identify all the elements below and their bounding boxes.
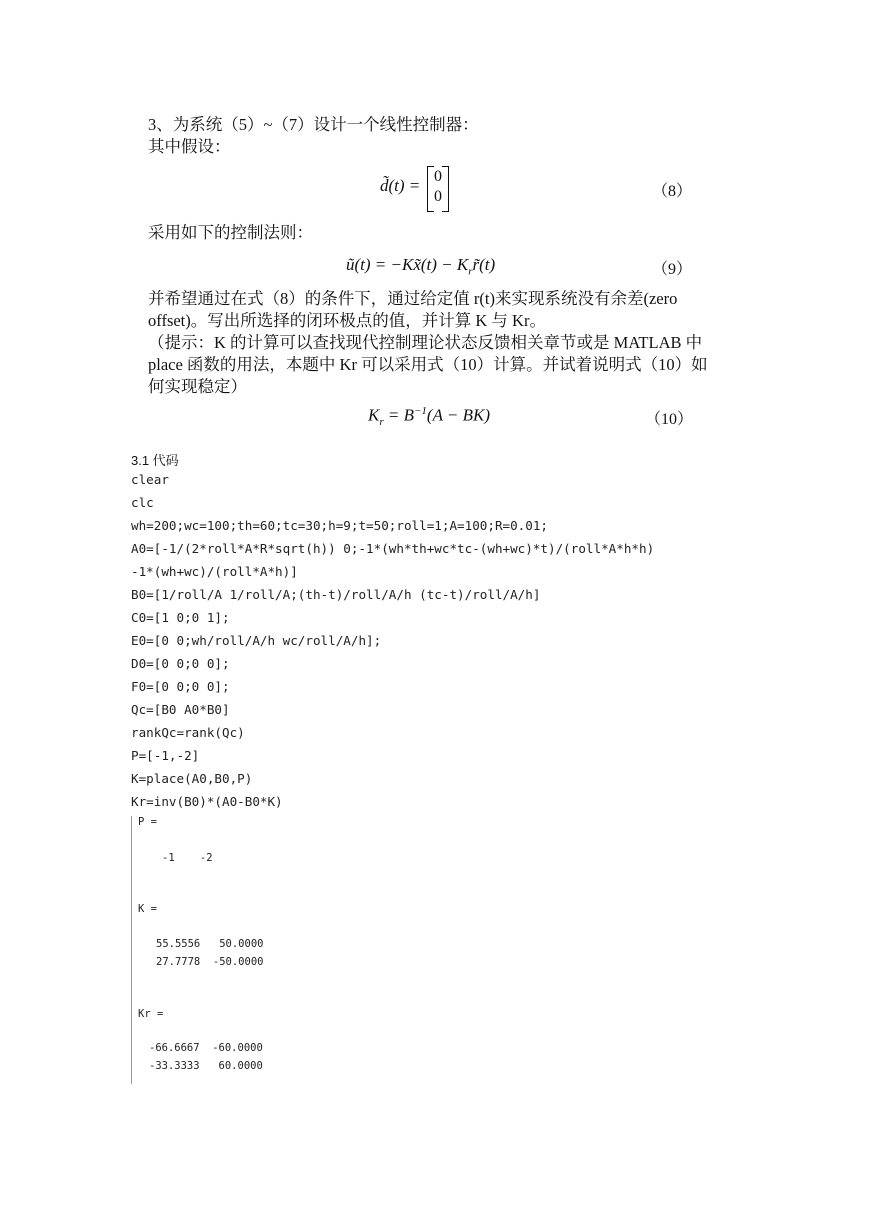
code-line: D0=[0 0;0 0]; [131,656,230,671]
equation-10-sub: r [379,416,384,429]
hint-line: 何实现稳定） [148,377,247,396]
code-line: B0=[1/roll/A 1/roll/A;(th-t)/roll/A/h (tc-t)/roll/A/h] [131,587,541,602]
equation-10-lhs: K [368,405,380,425]
code-line: A0=[-1/(2*roll*A*R*sqrt(h)) 0;-1*(wh*th+wc*tc-(wh+wc)*t)/(roll*A*h*h) [131,541,655,556]
code-line: -1*(wh+wc)/(roll*A*h)] [131,564,298,579]
hint-line: （提示：K 的计算可以查找现代控制理论状态反馈相关章节或是 MATLAB 中 [148,333,703,352]
output-k-row: 27.7778 -50.0000 [156,956,264,968]
assumption-label: 其中假设： [148,137,231,156]
output-kr-label: Kr = [138,1008,164,1020]
equation-10-sup: −1 [413,405,427,417]
matlab-output-panel [131,816,432,1084]
equation-8-matrix [427,166,449,210]
code-line: F0=[0 0;0 0]; [131,679,230,694]
section-title: 3.1 代码 [131,453,179,468]
equation-10-tail: (A − BK) [426,405,491,425]
code-line: clc [131,495,154,510]
code-line: clear [131,472,169,487]
code-line: Qc=[B0 A0*B0] [131,702,230,717]
equation-8 [380,176,420,196]
equation-9-tail: r̃(t) [472,255,496,274]
hint-line: place 函数的用法，本题中 Kr 可以采用式（10）计算。并试着说明式（10）如 [148,355,708,374]
code-line: K=place(A0,B0,P) [131,771,253,786]
equation-9-main: ũ(t) = −Kx̃(t) − K [346,255,469,274]
equation-10-number: （10） [645,411,694,428]
control-law-intro: 采用如下的控制法则： [148,223,313,242]
code-line: Kr=inv(B0)*(A0-B0*K) [131,794,283,809]
equation-8-lhs: d̃(t) = [380,176,421,195]
equation-10 [368,405,490,428]
matrix-cell: 0 [434,168,442,185]
matrix-cell: 0 [434,188,442,205]
equation-9-number: （9） [652,261,693,278]
output-p-row: -1 -2 [162,852,213,864]
paragraph-line: offset)。写出所选择的闭环极点的值，并计算 K 与 Kr。 [148,311,546,330]
equation-9-sub: r [468,265,473,278]
output-k-row: 55.5556 50.0000 [156,938,264,950]
equation-10-mid: = B [383,405,414,425]
code-line: P=[-1,-2] [131,748,200,763]
problem-title: 3、为系统（5）~（7）设计一个线性控制器： [148,115,479,134]
output-kr-row: -33.3333 60.0000 [149,1060,263,1072]
code-line: C0=[1 0;0 1]; [131,610,230,625]
equation-8-number: （8） [652,183,693,200]
code-line: E0=[0 0;wh/roll/A/h wc/roll/A/h]; [131,633,382,648]
paragraph-line: 并希望通过在式（8）的条件下，通过给定值 r(t)来实现系统没有余差(zero [148,289,678,308]
output-p-label: P = [138,816,157,828]
equation-9 [346,255,495,277]
code-line: wh=200;wc=100;th=60;tc=30;h=9;t=50;roll=1;A=100;R=0.01; [131,518,549,533]
code-line: rankQc=rank(Qc) [131,725,245,740]
output-k-label: K = [138,903,157,915]
output-kr-row: -66.6667 -60.0000 [149,1042,263,1054]
